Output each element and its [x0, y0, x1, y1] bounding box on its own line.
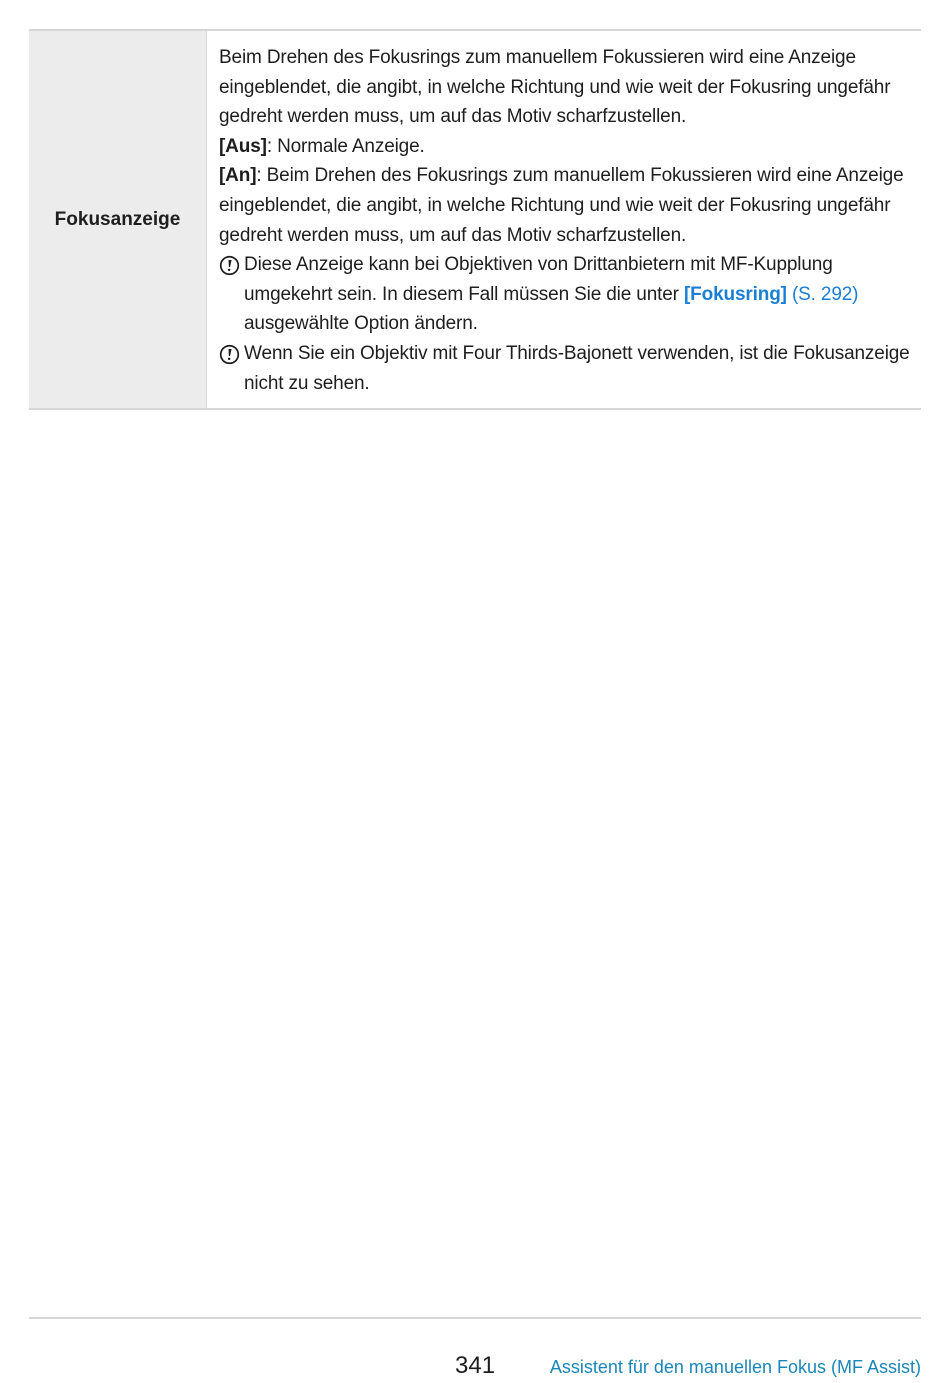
footer-divider — [29, 1317, 921, 1319]
caution-note-1 — [219, 250, 911, 339]
option-aus-key: [Aus] — [219, 135, 267, 157]
caution-note-1-text-end: ausgewählte Option ändern. — [244, 313, 478, 335]
caution-note-2-text: Wenn Sie ein Objektiv mit Four Thirds-Bajonett verwenden, ist die Fokusanzeige nicht zu sehen. — [244, 342, 910, 394]
option-aus-text: : Normale Anzeige. — [266, 135, 425, 157]
option-an-text: : Beim Drehen des Fokusrings zum manuellem Fokussieren wird eine Anzeige eingeblendet, die angibt, in welche Richtung und wie weit der Fokusring ungefähr gedreht werden muss, um auf das Motiv scharfzustellen. — [219, 165, 904, 246]
setting-label: Fokusanzeige — [54, 208, 181, 230]
caution-icon — [219, 255, 240, 276]
option-an — [219, 161, 911, 250]
caution-icon — [219, 344, 240, 365]
page-number: 341 — [455, 1352, 496, 1379]
settings-table — [29, 29, 921, 410]
page-292-link[interactable]: (S. 292) — [791, 283, 859, 305]
footer-section-link[interactable]: Assistent für den manuellen Fokus (MF Assist) — [549, 1357, 921, 1377]
option-an-key: [An] — [219, 165, 257, 187]
description-intro: Beim Drehen des Fokusrings zum manuellem Fokussieren wird eine Anzeige eingeblendet, die angibt, in welche Richtung und wie weit der Fokusring ungefähr gedreht werden muss, um auf das Motiv scharfzustellen. — [219, 47, 891, 128]
caution-note-1-text: Diese Anzeige kann bei Objektiven von Drittanbietern mit MF-Kupplung umgekehrt sein. In diesem Fall müssen Sie die unter — [244, 254, 833, 305]
caution-note-2 — [219, 339, 911, 398]
fokusring-link[interactable]: [Fokusring] — [683, 283, 787, 305]
setting-description-cell — [207, 31, 921, 408]
setting-label-cell — [29, 31, 207, 408]
option-aus — [219, 132, 911, 162]
